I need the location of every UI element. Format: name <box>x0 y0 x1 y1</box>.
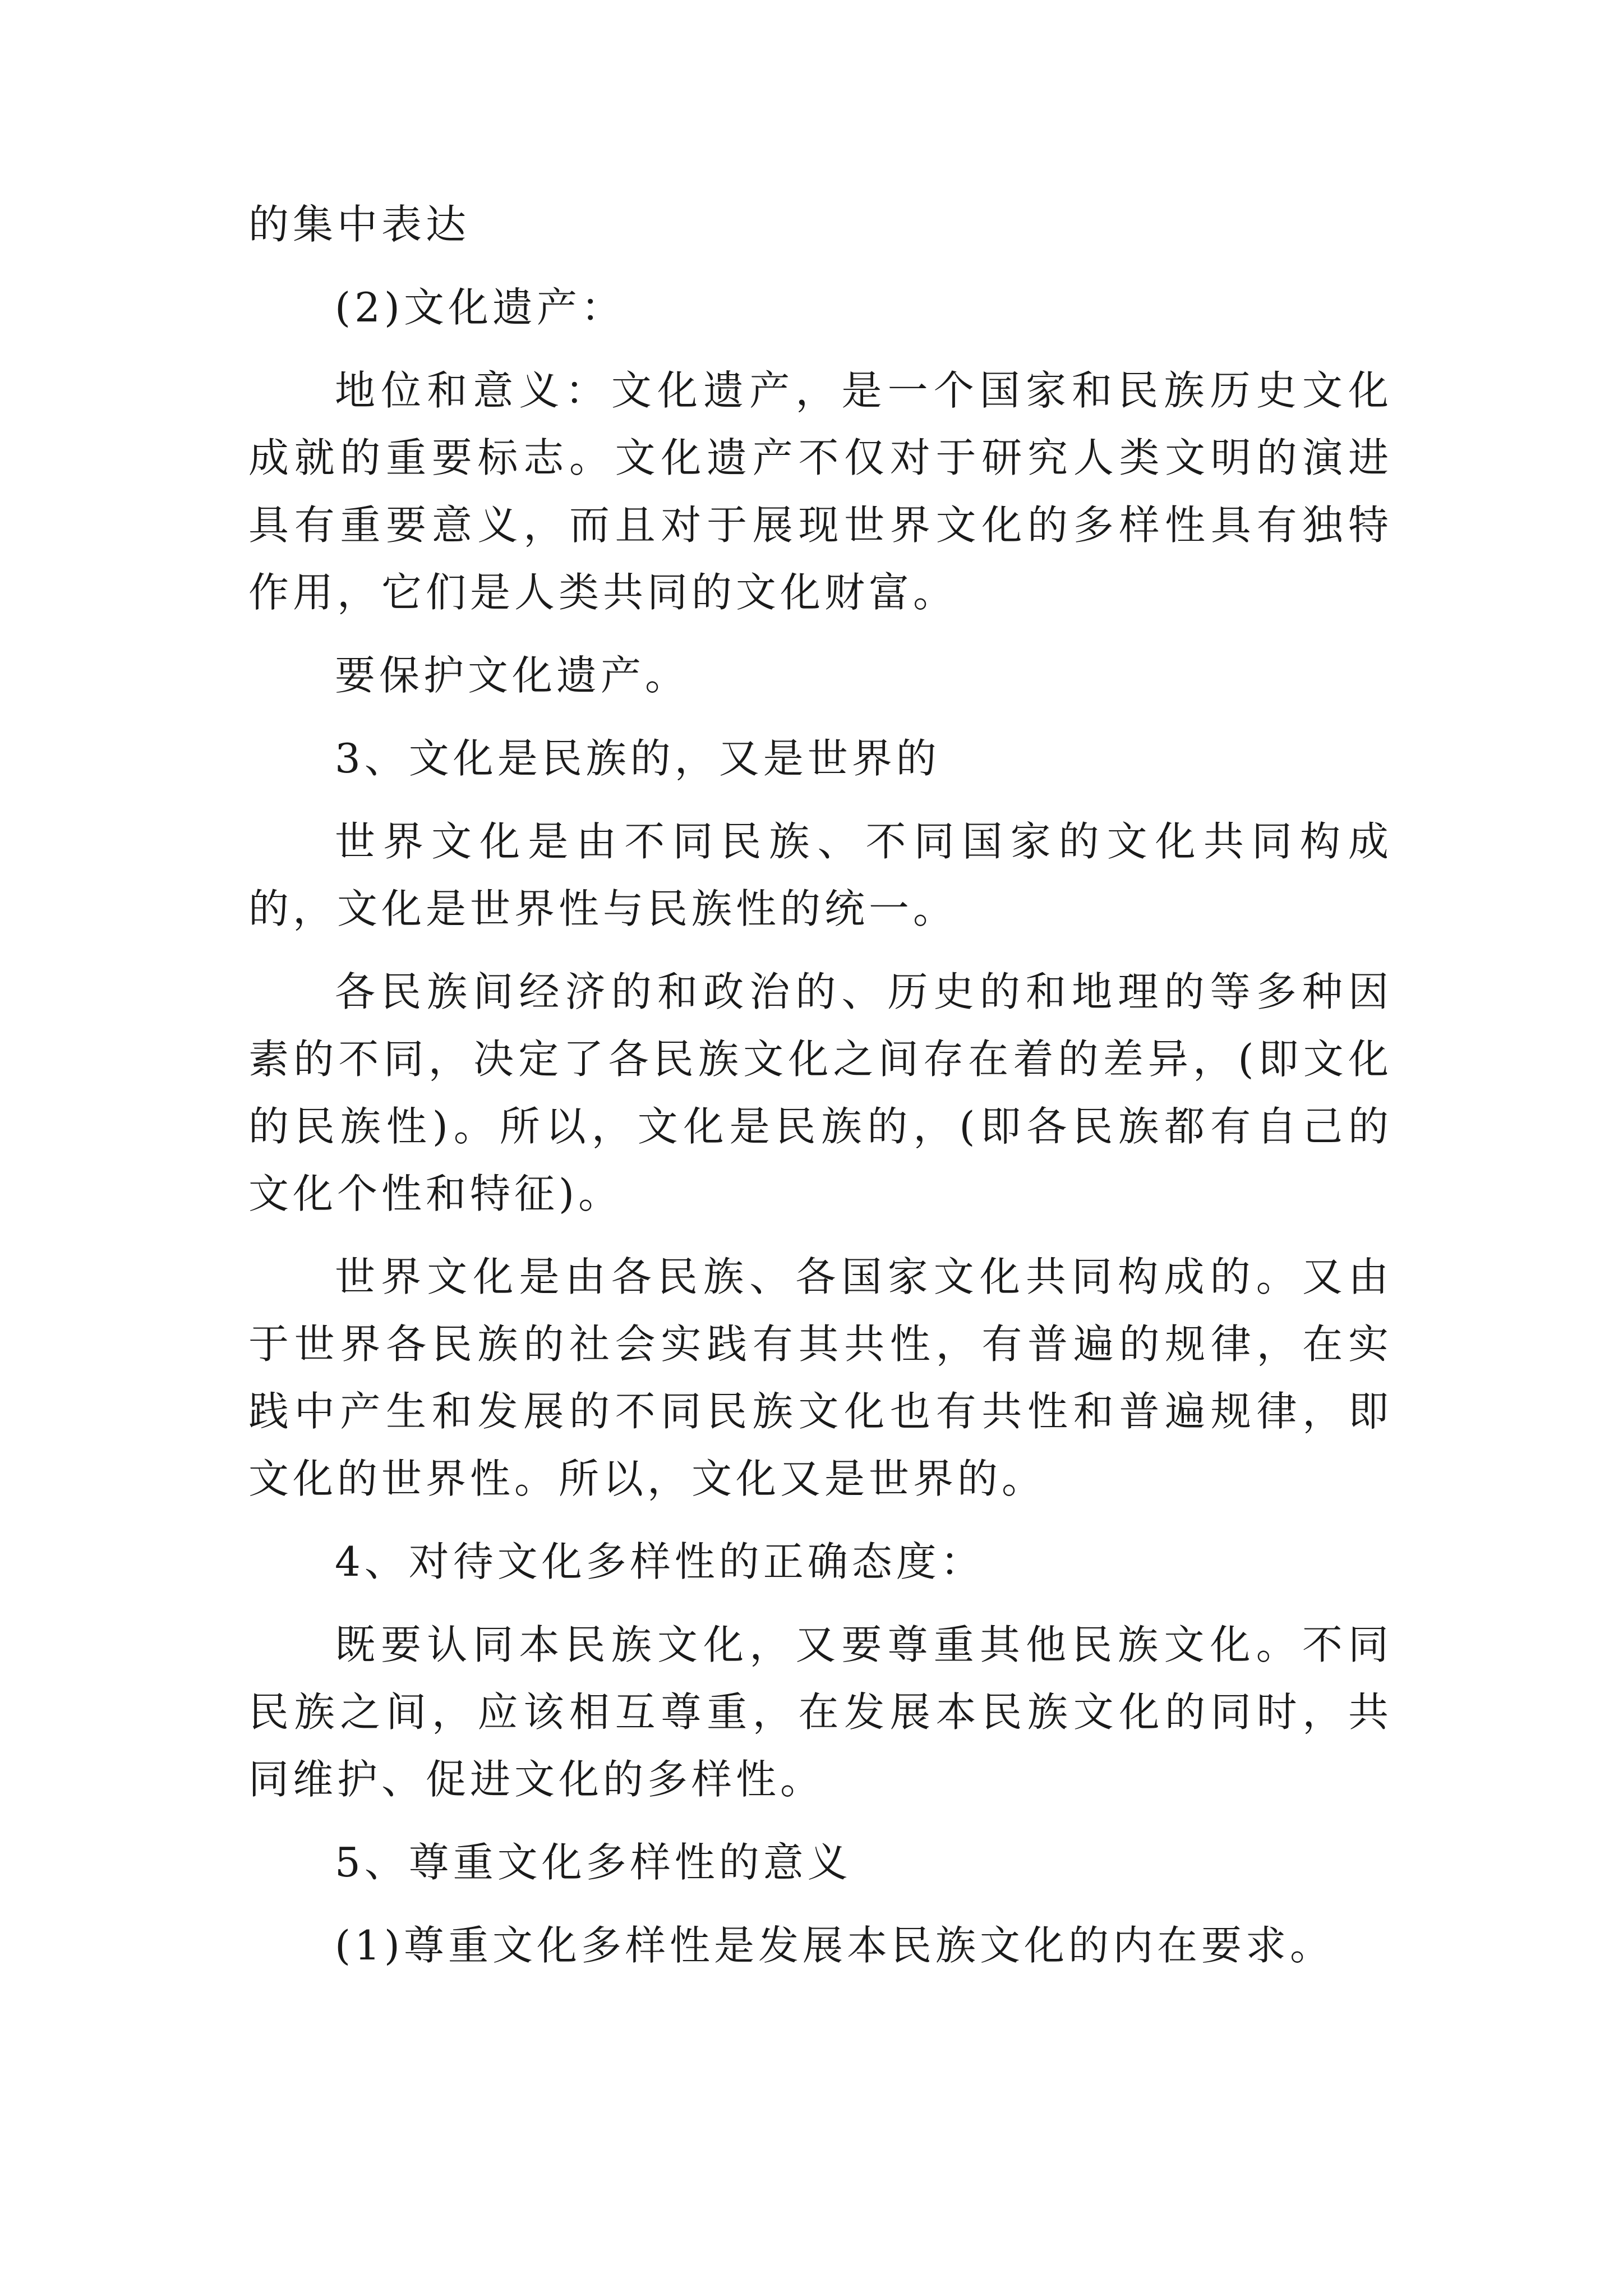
paragraph-attitude-details: 既要认同本民族文化，又要尊重其他民族文化。不同民族之间，应该相互尊重，在发展本民族文化的同时，共同维护、促进文化的多样性。 <box>248 1621 1393 1803</box>
subheading-cultural-heritage: (2)文化遗产： <box>335 284 625 331</box>
paragraph-world-character: 世界文化是由各民族、各国家文化共同构成的。又由于世界各民族的社会实践有其共性，有普遍的规律，在实践中产生和发展的不同民族文化也有共性和普遍规律，即文化的世界性。所以，文化又是世界的。 <box>248 1253 1393 1502</box>
paragraph-heritage-significance: 地位和意义：文化遗产，是一个国家和民族历史文化成就的重要标志。文化遗产不仅对于研究人类文明的演进具有重要意义，而且对于展现世界文化的多样性具有独特作用，它们是人类共同的文化财富。 <box>248 367 1393 616</box>
paragraph-continuation: 的集中表达 <box>248 201 471 248</box>
heading-respect-diversity-meaning: 5、尊重文化多样性的意义 <box>335 1839 852 1886</box>
paragraph-diversity-point-1: (1)尊重文化多样性是发展本民族文化的内在要求。 <box>335 1922 1334 1969</box>
heading-culture-national-and-world: 3、文化是民族的，又是世界的 <box>335 735 940 782</box>
document-body <box>248 191 1393 1995</box>
heading-correct-attitude: 4、对待文化多样性的正确态度： <box>335 1538 985 1585</box>
paragraph-national-character: 各民族间经济的和政治的、历史的和地理的等多种因素的不同，决定了各民族文化之间存在着的差异，(即文化的民族性)。所以，文化是民族的，(即各民族都有自己的文化个性和特征)。 <box>248 968 1393 1217</box>
paragraph-world-culture-composition: 世界文化是由不同民族、不同国家的文化共同构成的，文化是世界性与民族性的统一。 <box>248 818 1393 932</box>
paragraph-protect-heritage: 要保护文化遗产。 <box>335 652 690 699</box>
